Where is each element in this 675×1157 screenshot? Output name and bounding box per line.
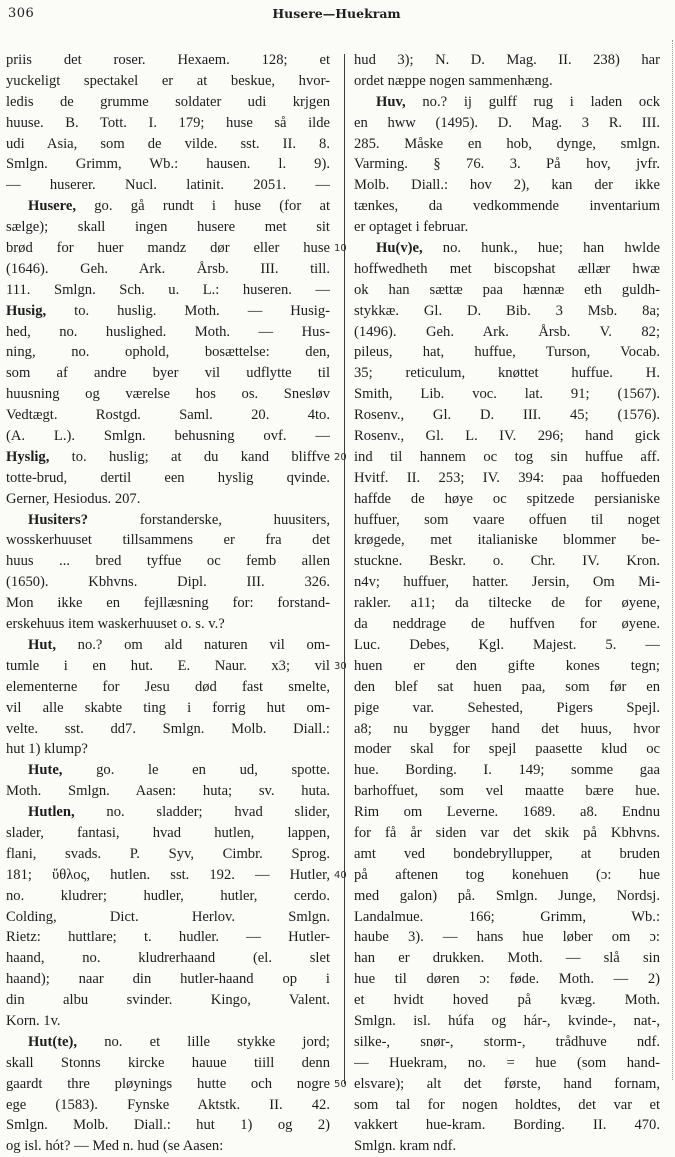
text-line: (1496). Geh. Ark. Årsb. V. 82; (354, 323, 660, 340)
text-line: (1650). Kbhvns. Dipl. III. 326. (6, 574, 330, 591)
text-line: Rosenv., Gl. L. IV. 296; hand gick (354, 428, 660, 445)
text-line: Hut, no.? om ald naturen vil om- (28, 636, 330, 653)
text-line: en hww (1495). D. Mag. 3 R. III. (354, 114, 660, 131)
text-line: hed, no. huslighed. Moth. — Hus- (6, 323, 330, 340)
text-line: krøgede, met italianiske blommer be- (354, 532, 660, 549)
text-line: pige var. Sehested, Pigers Spejl. (354, 699, 660, 716)
left-column (6, 50, 330, 1157)
text-line: — huserer. Nucl. latinit. 2051. — (6, 177, 330, 194)
text-line: hoffwedheth met biscopshat ællær hwæ (354, 260, 660, 277)
text-line: Varming. § 76. 3. På hov, jvfr. (354, 156, 660, 173)
text-line: Smith, Lib. voc. lat. 91; (1567). (354, 386, 660, 403)
right-column (354, 50, 660, 1157)
text-line: ledis de grumme soldater udi krjgen (6, 93, 330, 110)
text-line: 285. Måske en hob, dynge, smlgn. (354, 135, 660, 152)
text-line: velte. sst. dd7. Smlgn. Molb. Diall.: (6, 720, 330, 737)
text-line: Rietz: huttlare; t. hudler. — Hutler- (6, 929, 330, 946)
text-line: erskehuus item waskerhuuset o. s. v.? (6, 616, 225, 633)
text-line: n4v; huffuer, hatter. Jersin, Om Mi- (354, 574, 660, 591)
text-line: Mon ikke en fejllæsning for: forstand- (6, 595, 330, 612)
text-line: slader, fantasi, hvad hutlen, lappen, (6, 824, 330, 841)
text-line: stuckne. Beskr. o. Chr. IV. Kron. (354, 553, 660, 570)
text-line: hut 1) klump? (6, 741, 88, 758)
text-line: og isl. hót? — Med n. hud (se Aasen: (6, 1138, 224, 1155)
text-line: hud 3); N. D. Mag. II. 238) har (354, 52, 660, 68)
text-line: et hvidt hoved på kvæg. Moth. (354, 992, 660, 1009)
text-line: yuckeligt spectakel er at beskue, hvor- (6, 72, 330, 89)
text-line: moder skal for spejl paasette klud oc (354, 741, 660, 758)
text-line: ordet næppe nogen sammenhæng. (354, 72, 553, 89)
line-number: 10 (334, 243, 347, 255)
text-line: Hutlen, no. sladder; hvad slider, (28, 804, 330, 821)
text-line: Husere, go. gå rundt i huse (for at (28, 198, 330, 215)
text-line: tænkes, da vedkommende inventarium (354, 198, 660, 215)
text-line: haube 3). — hans hue løber om ɔ: (354, 929, 660, 946)
text-line: (A. L.). Smlgn. behusning ovf. — (6, 428, 330, 445)
line-number: 20 (334, 452, 347, 464)
text-line: Gerner, Hesiodus. 207. (6, 490, 141, 507)
text-line: på aftenen tog konehuen (ɔ: hue (354, 866, 660, 883)
text-line: Huv, no.? ij gulff rug i laden ock (376, 93, 660, 110)
text-line: huffuer, som vaare offuen til noget (354, 511, 660, 528)
text-line: rakler. a11; da tiltecke de for øyene, (354, 595, 660, 612)
text-line: Husiters? forstanderske, huusiters, (28, 511, 330, 528)
text-line: huen er den gifte kones tegn; (354, 657, 660, 674)
text-line: Rosenv., Gl. D. III. 45; (1576). (354, 407, 660, 424)
text-line: amt ved bondebryllupper, at bruden (354, 845, 660, 862)
text-line: som tal for nogen holdtes, det var et (354, 1096, 660, 1113)
text-line: totte-brud, dertil een hyslig qvinde. (6, 469, 330, 486)
text-line: udi Asia, som de vilde. sst. II. 8. (6, 135, 330, 152)
text-line: wosskerhuuset tillsammens er fra det (6, 532, 330, 549)
text-line: Hyslig, to. huslig; at du kand bliffve (6, 448, 330, 465)
text-line: ind til hannem oc tog sin huffue aff. (354, 448, 660, 465)
text-line: (1646). Geh. Ark. Årsb. III. till. (6, 260, 330, 277)
text-line: vakkert hue-kram. Bording. II. 470. (354, 1117, 660, 1134)
text-line: tumle i en hut. E. Naur. x3; vil (6, 657, 330, 674)
running-title: Husere—Huekram (272, 6, 401, 21)
text-line: ege (1583). Fynske Aktstk. II. 42. (6, 1096, 330, 1113)
text-line: Hut(te), no. et lille stykke jord; (28, 1033, 330, 1050)
text-line: Molb. Diall.: hov 2), kan der ikke (354, 177, 660, 194)
text-line: 111. Smlgn. Sch. u. L.: huseren. — (6, 281, 330, 298)
text-line: hue. Bording. I. 149; somme gaa (354, 762, 660, 779)
text-line: skall Stonns kircke hauue tiill denn (6, 1054, 330, 1071)
text-line: ok han sættæ paa hænnæ eth guldh- (354, 281, 660, 298)
text-line: pileus, hat, huffue, Turson, Vocab. (354, 344, 660, 361)
text-line: brød for huer mandz dør eller huse (6, 240, 330, 257)
text-line: stykkæ. Gl. D. Bib. 3 Msb. 8a; (354, 302, 660, 319)
line-number: 50 (334, 1079, 347, 1091)
text-line: huuse. B. Tott. I. 179; huse så ilde (6, 114, 330, 131)
text-line: haffde de høye oc spitzede persianiske (354, 490, 660, 507)
text-line: barhoffuet, som vel maatte bære hue. (354, 783, 660, 800)
text-line: elsvare); alt det første, hand fornam, (354, 1075, 660, 1092)
text-line: er optaget i februar. (354, 219, 469, 236)
text-line: hue til døren ɔ: føde. Moth. — 2) (354, 971, 660, 988)
text-line: Hute, go. le en ud, spotte. (28, 762, 330, 779)
text-line: Colding, Dict. Herlov. Smlgn. (6, 908, 330, 925)
text-line: Moth. Smlgn. Aasen: huta; sv. huta. (6, 783, 330, 800)
line-number: 40 (334, 870, 347, 882)
text-line: da neddrage de huffven for øyene. (354, 616, 660, 633)
text-line: han er drukken. Moth. — slå sin (354, 950, 660, 967)
text-line: Hvitf. II. 253; IV. 394: paa hoffueden (354, 469, 660, 486)
text-line: haand); naar din hutler-haand op i (6, 971, 330, 988)
text-line: vil alle skabte ting i forrig hut om- (6, 699, 330, 716)
text-line: Smlgn. kram ndf. (354, 1138, 457, 1155)
text-line: huus ... bred tyffue oc femb allen (6, 553, 330, 570)
text-line: sælge); skall ingen husere met sit (6, 219, 330, 236)
text-line: flani, svads. P. Syv, Cimbr. Sprog. (6, 845, 330, 862)
text-line: den blef sat huen paa, som før en (354, 678, 660, 695)
text-line: Vedtægt. Rostgd. Saml. 20. 4to. (6, 407, 330, 424)
page-number: 306 (8, 6, 35, 21)
text-line: din albu svinder. Kingo, Valent. (6, 992, 330, 1009)
text-line: ning, no. ophold, bosættelse: den, (6, 344, 330, 361)
text-line: Landalmue. 166; Grimm, Wb.: (354, 908, 660, 925)
text-line: for få år siden var det skik på Kbhvns. (354, 824, 660, 841)
text-line: 35; reticulum, knøttet huffue. H. (354, 365, 660, 382)
text-line: silke-, snør-, storm-, trådhuve ndf. (354, 1033, 660, 1050)
text-line: elementerne for Jesu død fast smelte, (6, 678, 330, 695)
text-line: Rim om Leverne. 1689. a8. Endnu (354, 804, 660, 821)
text-line: a8; nu bygger hand det huus, hvor (354, 720, 660, 737)
text-line: priis det roser. Hexaem. 128; et (6, 52, 330, 68)
text-line: haand, no. kludrerhaand (el. slet (6, 950, 330, 967)
text-line: Smlgn. Grimm, Wb.: hausen. l. 9). (6, 156, 330, 173)
text-line: — Huekram, no. = hue (som hand- (354, 1054, 660, 1071)
page-header (8, 6, 665, 26)
line-number: 30 (334, 661, 347, 673)
text-line: Luc. Debes, Kgl. Majest. 5. — (354, 636, 660, 653)
text-line: med galon) på. Smlgn. Junge, Nordsj. (354, 887, 660, 904)
column-divider (344, 54, 345, 1084)
text-line: 181; ὕθλος, hutlen. sst. 192. — Hutler, (6, 866, 330, 883)
text-line: Husig, to. huslig. Moth. — Husig- (6, 302, 330, 319)
text-line: huusning og værelse hos os. Snesløv (6, 386, 330, 403)
page-edge (666, 40, 673, 1080)
text-line: Korn. 1v. (6, 1012, 61, 1029)
text-line: no. kludrer; hudler, hutler, cerdo. (6, 887, 330, 904)
text-line: som af andre byer vil udflytte til (6, 365, 330, 382)
text-line: Smlgn. isl. húfa og hár-, kvinde-, nat-, (354, 1012, 660, 1029)
text-line: Hu(v)e, no. hunk., hue; han hwlde (376, 240, 660, 257)
text-line: Smlgn. Molb. Diall.: hut 1) og 2) (6, 1117, 330, 1134)
text-line: gaardt thre pløynings hutte och nogre (6, 1075, 330, 1092)
